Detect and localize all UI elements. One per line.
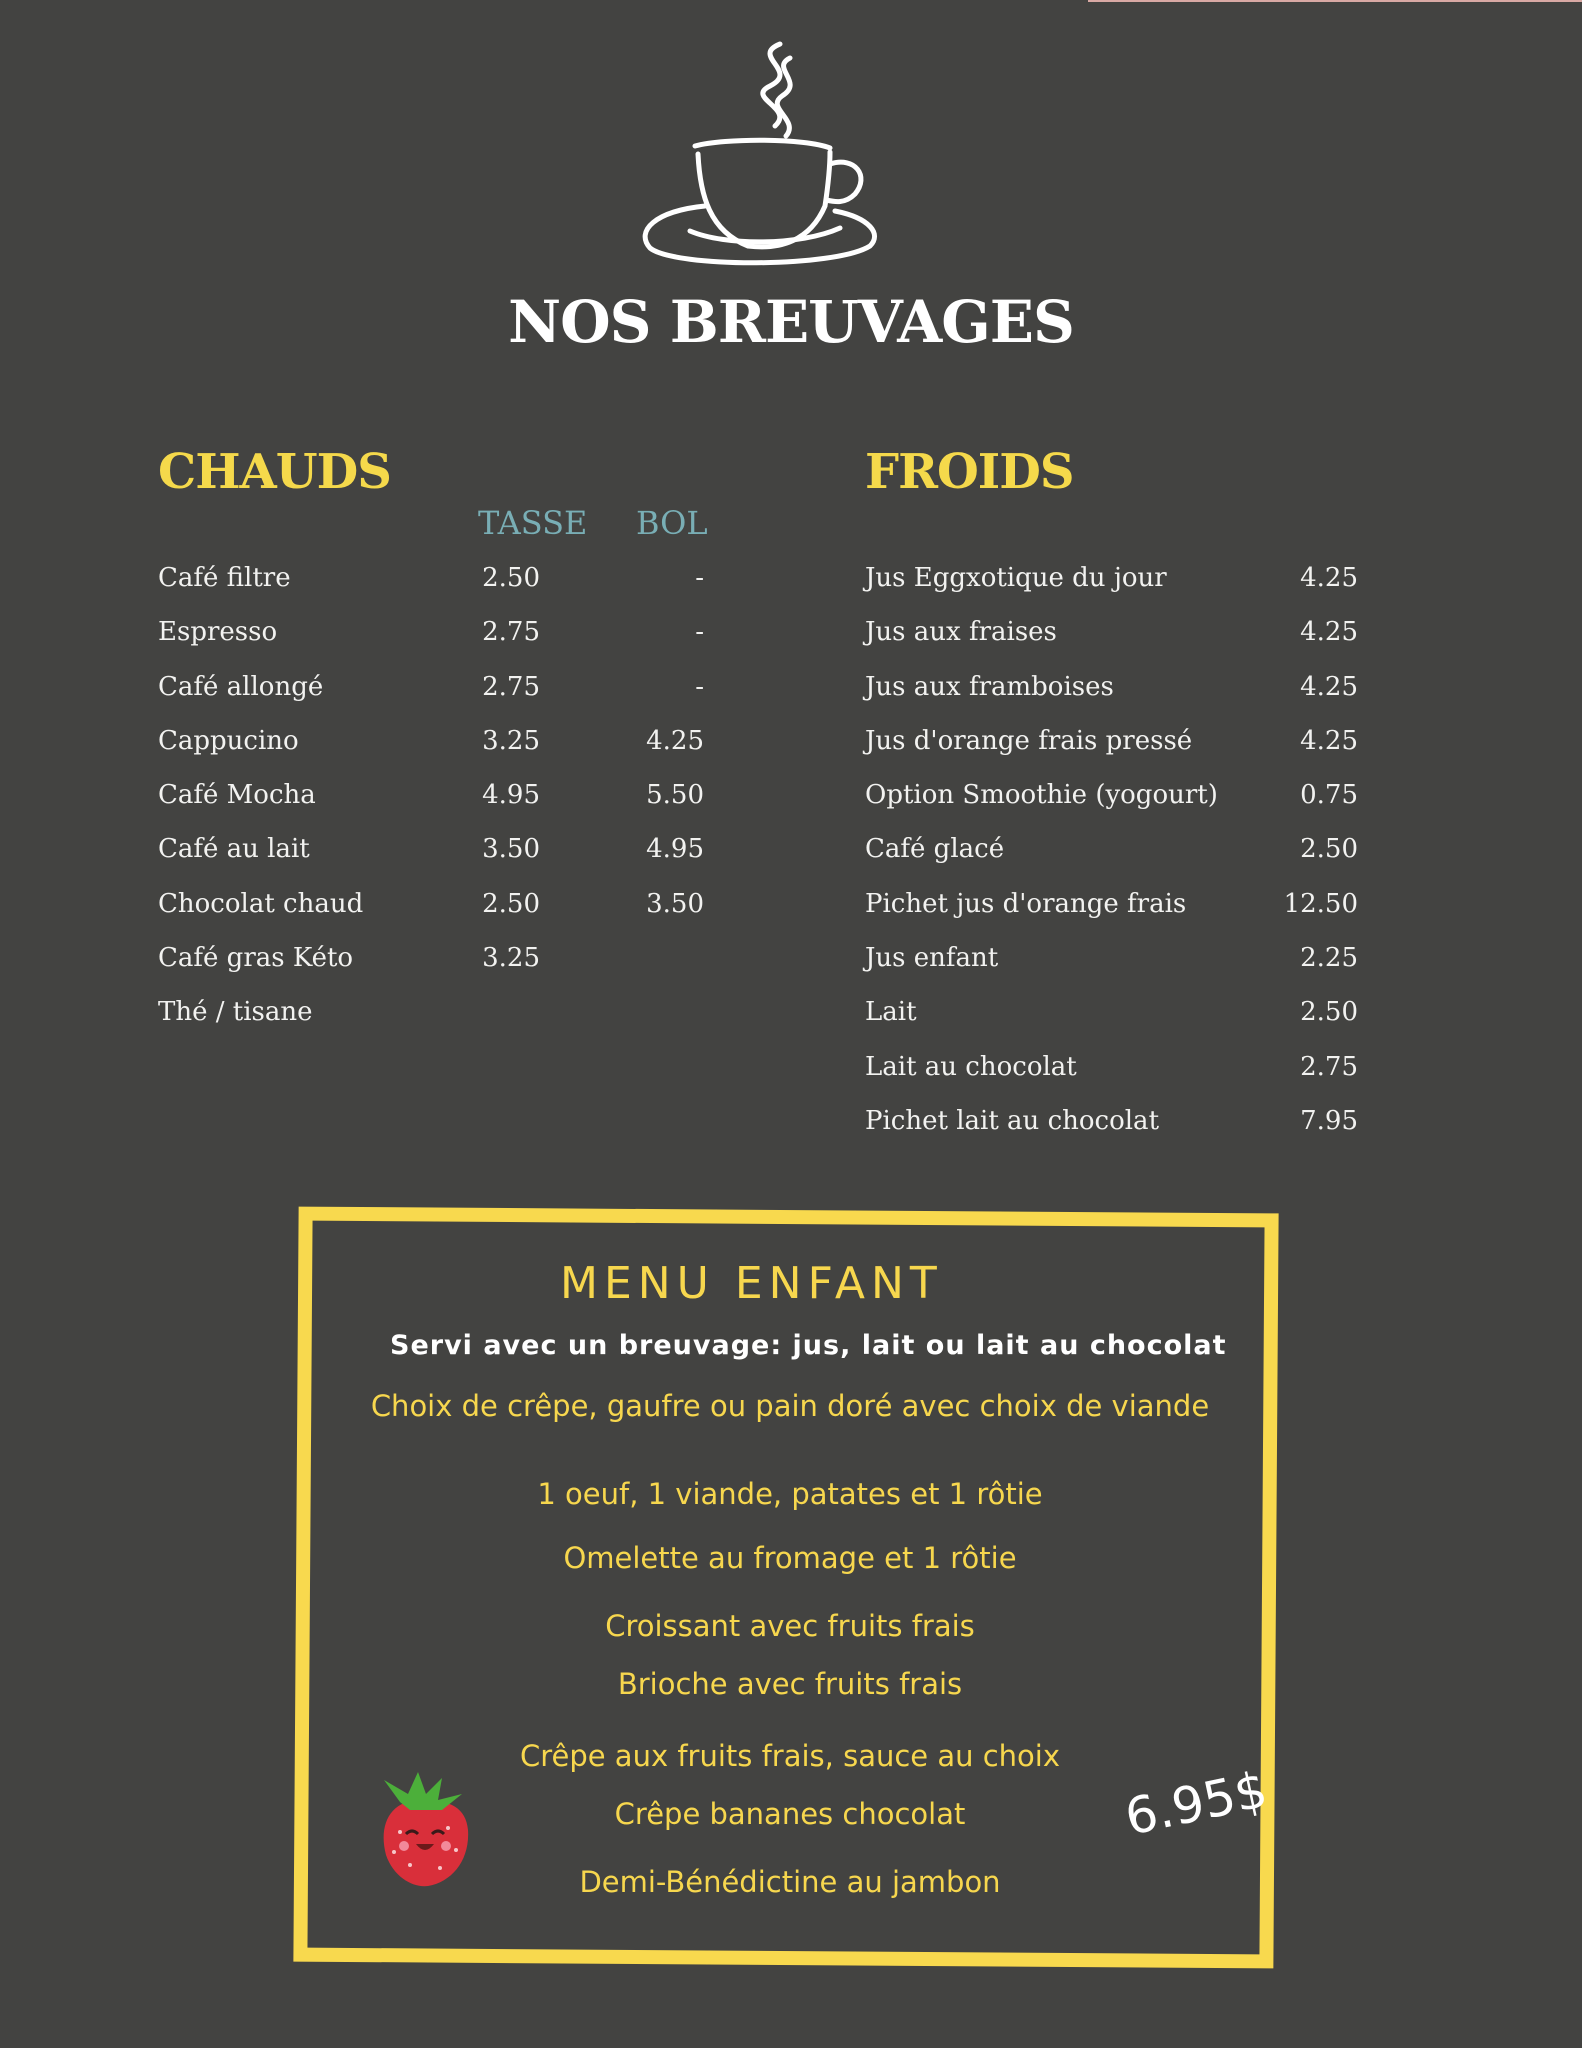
item-name: Jus aux fraises	[865, 617, 1057, 647]
kids-menu-subtitle: Servi avec un breuvage: jus, lait ou lait au chocolat	[390, 1330, 1227, 1361]
strawberry-icon	[370, 1770, 480, 1890]
list-item	[865, 992, 1358, 1032]
item-price-tasse: 2.75	[482, 617, 540, 647]
item-price-bol: 4.25	[646, 726, 704, 756]
item-name: Jus enfant	[865, 943, 999, 973]
item-price-tasse: 3.25	[482, 726, 540, 756]
kids-menu-item: Crêpe bananes chocolat	[614, 1797, 966, 1831]
item-price-bol: 3.50	[646, 889, 704, 919]
cold-section-heading: FROIDS	[865, 444, 1074, 500]
item-price-bol: -	[695, 672, 704, 702]
kids-menu-item: Brioche avec fruits frais	[617, 1667, 963, 1701]
item-price: 2.50	[1300, 997, 1358, 1027]
hot-section-heading: CHAUDS	[158, 444, 391, 500]
list-item	[865, 1101, 1358, 1141]
top-edge-line	[1088, 0, 1582, 2]
list-item	[158, 667, 704, 707]
list-item	[158, 612, 704, 652]
item-name: Café au lait	[158, 834, 310, 864]
list-item	[158, 992, 704, 1032]
item-price-bol: -	[695, 563, 704, 593]
item-price-tasse: 4.95	[482, 780, 540, 810]
item-name: Jus aux framboises	[865, 672, 1114, 702]
kids-menu-item: 1 oeuf, 1 viande, patates et 1 rôtie	[537, 1477, 1043, 1511]
item-price-tasse: 2.75	[482, 672, 540, 702]
item-price: 4.25	[1300, 726, 1358, 756]
item-name: Espresso	[158, 617, 278, 647]
coffee-cup-icon	[630, 36, 890, 286]
item-price: 7.95	[1300, 1106, 1358, 1136]
item-price-tasse: 3.25	[482, 943, 540, 973]
list-item	[158, 721, 704, 761]
item-price: 12.50	[1283, 889, 1358, 919]
item-name: Pichet jus d'orange frais	[865, 889, 1187, 919]
item-name: Thé / tisane	[158, 997, 313, 1027]
kids-menu-item: Croissant avec fruits frais	[605, 1609, 975, 1643]
item-name: Jus d'orange frais pressé	[865, 726, 1193, 756]
item-name: Jus Eggxotique du jour	[865, 563, 1167, 593]
item-price-tasse: 2.50	[482, 889, 540, 919]
kids-menu-item: Crêpe aux fruits frais, sauce au choix	[519, 1739, 1061, 1773]
item-price-bol: -	[695, 617, 704, 647]
kids-menu-heading: MENU ENFANT	[560, 1258, 943, 1309]
item-name: Chocolat chaud	[158, 889, 364, 919]
list-item	[158, 938, 704, 978]
item-name: Lait au chocolat	[865, 1052, 1077, 1082]
list-item	[865, 612, 1358, 652]
item-name: Café gras Kéto	[158, 943, 354, 973]
list-item	[158, 884, 704, 924]
list-item	[865, 558, 1358, 598]
page-title: NOS BREUVAGES	[508, 288, 1074, 356]
column-header-bol: BOL	[636, 504, 708, 542]
item-name: Lait	[865, 997, 917, 1027]
kids-menu-item: Omelette au fromage et 1 rôtie	[563, 1541, 1017, 1575]
item-price-tasse: 2.50	[482, 563, 540, 593]
list-item	[158, 775, 704, 815]
kids-menu-item: Choix de crêpe, gaufre ou pain doré avec choix de viande	[370, 1389, 1210, 1423]
item-name: Café Mocha	[158, 780, 316, 810]
list-item	[158, 558, 704, 598]
item-price: 2.25	[1300, 943, 1358, 973]
item-price-bol: 4.95	[646, 834, 704, 864]
item-price: 0.75	[1300, 780, 1358, 810]
item-name: Option Smoothie (yogourt)	[865, 780, 1218, 810]
item-name: Café allongé	[158, 672, 324, 702]
item-price-tasse: 3.50	[482, 834, 540, 864]
list-item	[158, 829, 704, 869]
list-item	[865, 884, 1358, 924]
kids-menu-price: 6.95$	[1120, 1760, 1273, 1847]
item-name: Café glacé	[865, 834, 1005, 864]
item-name: Cappucino	[158, 726, 299, 756]
item-price: 4.25	[1300, 563, 1358, 593]
list-item	[865, 1047, 1358, 1087]
list-item	[865, 938, 1358, 978]
item-price-bol: 5.50	[646, 780, 704, 810]
list-item	[865, 775, 1358, 815]
item-price: 4.25	[1300, 672, 1358, 702]
list-item	[865, 829, 1358, 869]
kids-menu-item: Demi-Bénédictine au jambon	[579, 1865, 1001, 1899]
column-header-tasse: TASSE	[478, 504, 588, 542]
list-item	[865, 667, 1358, 707]
list-item	[865, 721, 1358, 761]
item-name: Café filtre	[158, 563, 291, 593]
item-price: 4.25	[1300, 617, 1358, 647]
item-name: Pichet lait au chocolat	[865, 1106, 1160, 1136]
item-price: 2.50	[1300, 834, 1358, 864]
item-price: 2.75	[1300, 1052, 1358, 1082]
